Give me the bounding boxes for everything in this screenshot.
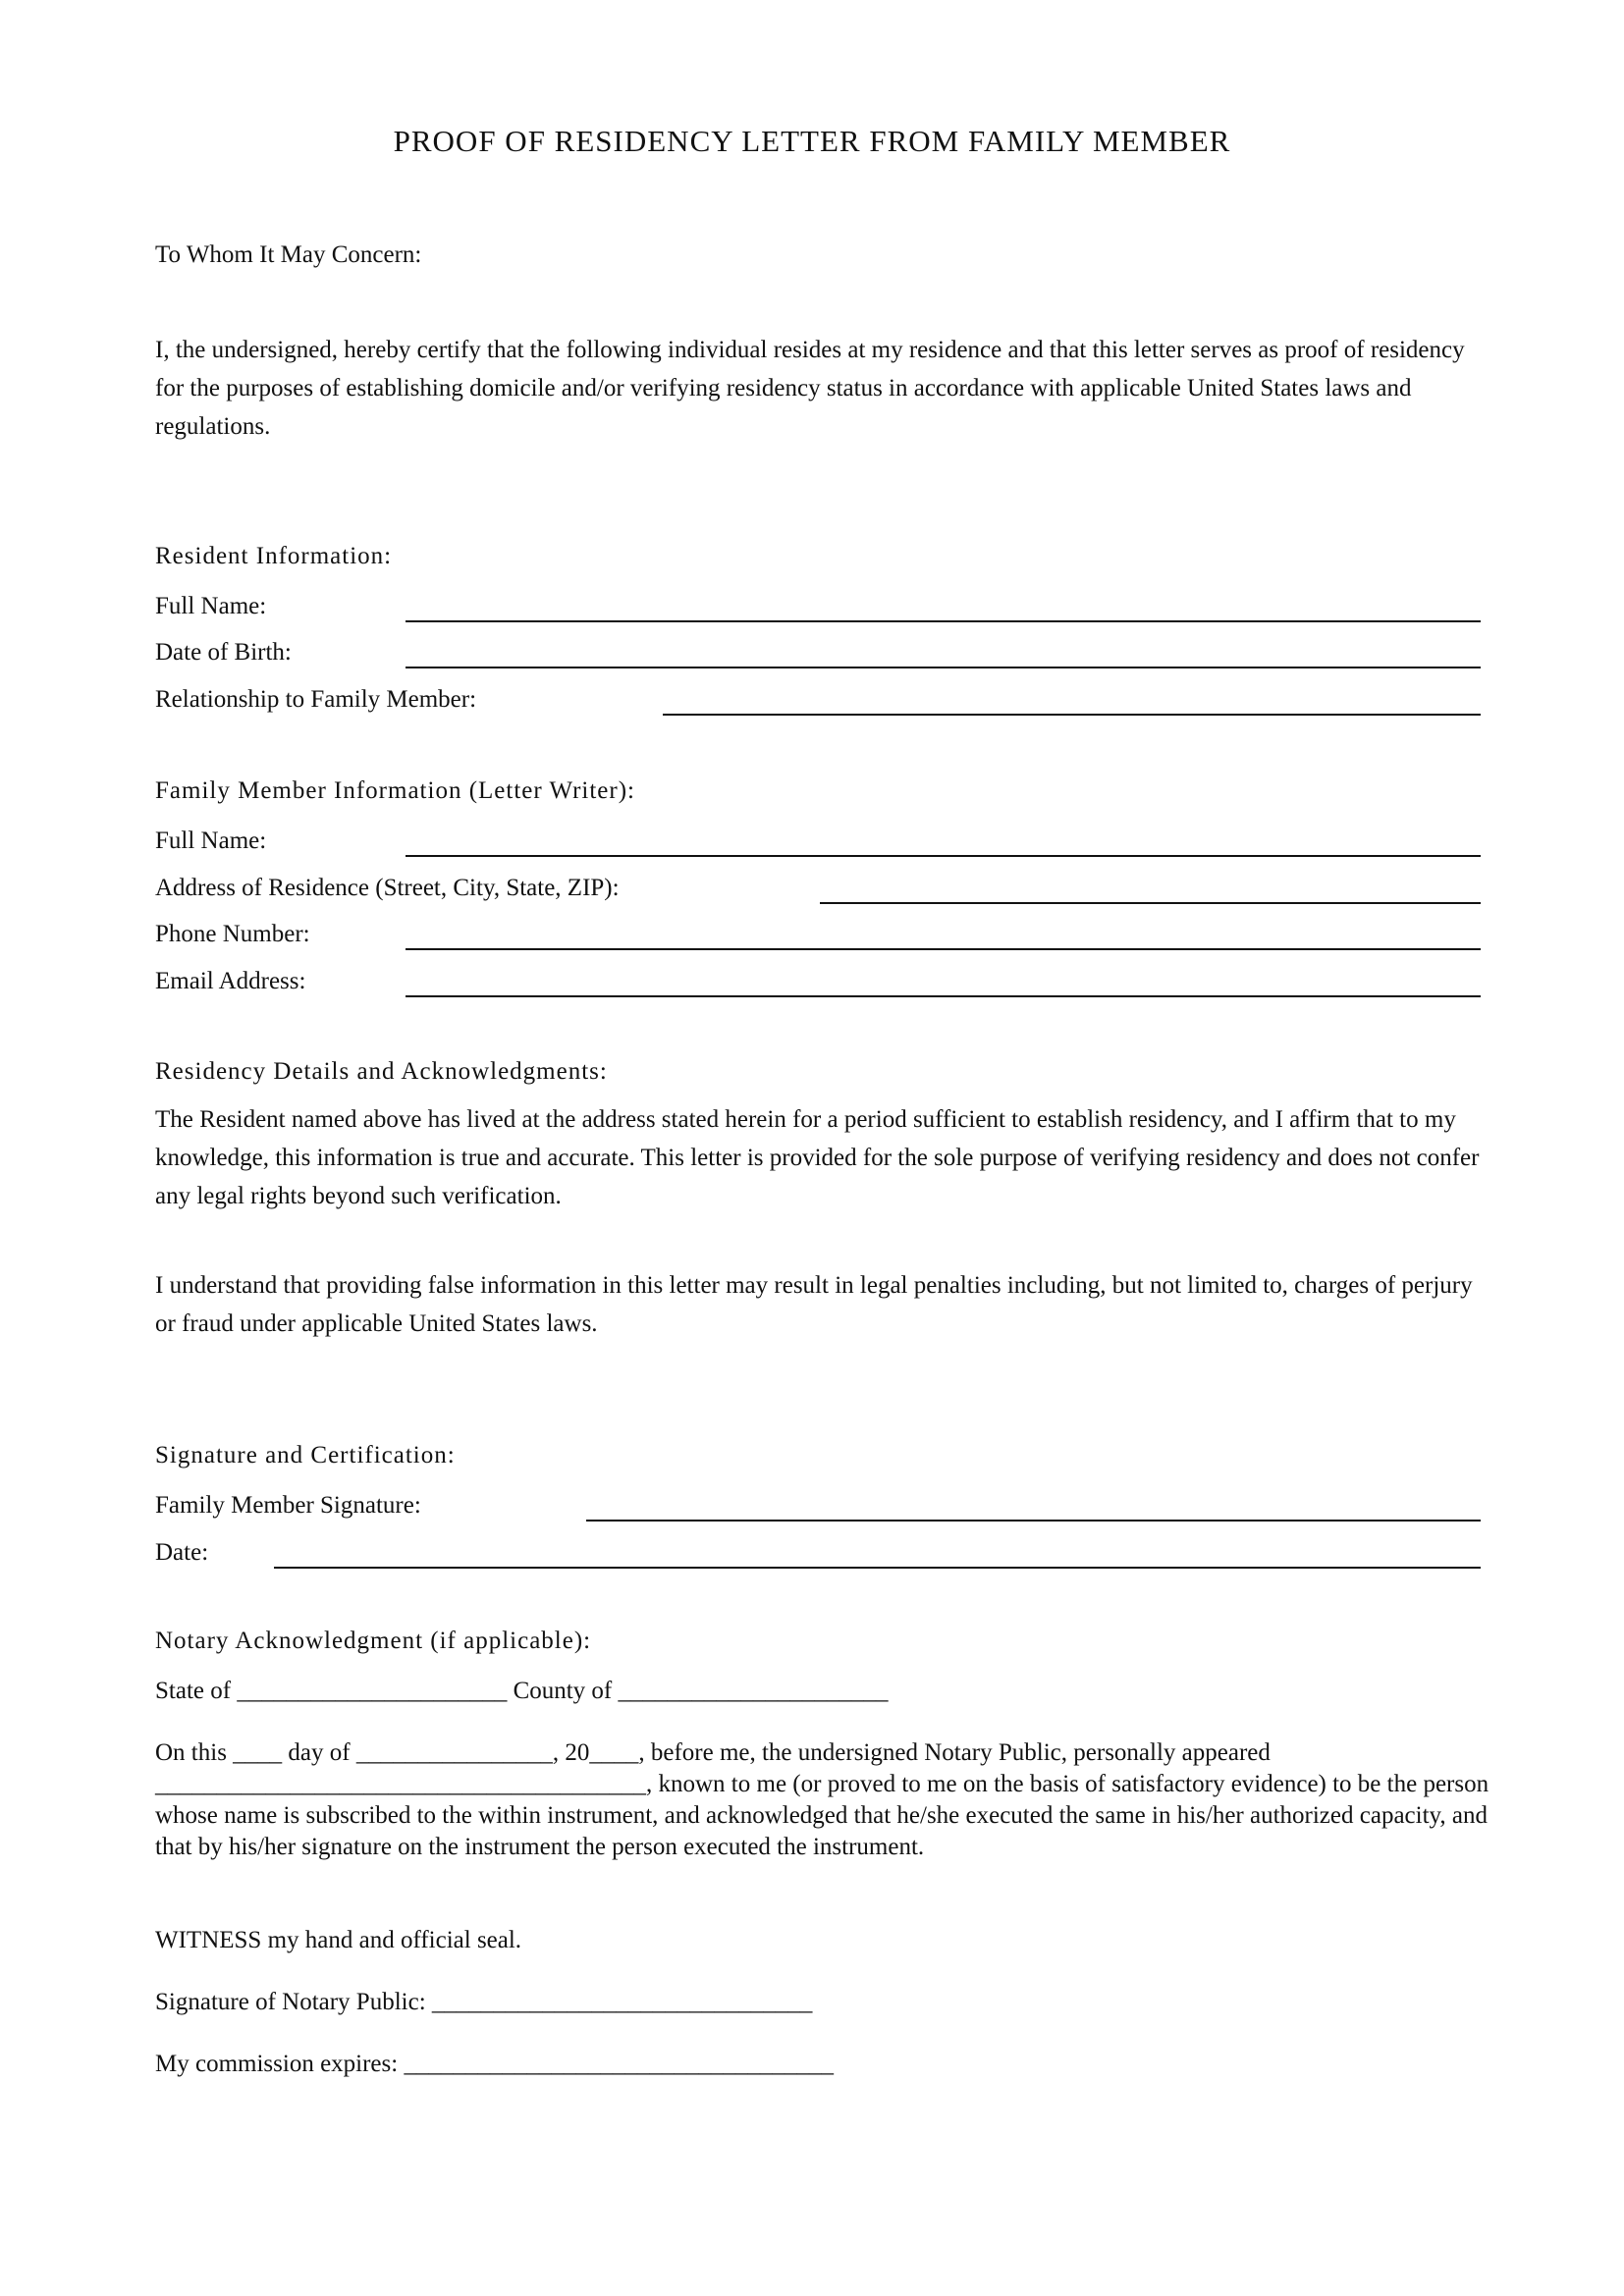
notary-signature-line[interactable]: Signature of Notary Public: _______________________________ xyxy=(155,1989,813,2015)
notary-commission-line[interactable]: My commission expires: ___________________________________ xyxy=(155,2051,834,2077)
family-email-field[interactable] xyxy=(406,995,1481,997)
resident-relationship-field[interactable] xyxy=(663,714,1481,716)
resident-full-name-label: Full Name: xyxy=(155,593,267,619)
signature-date-label: Date: xyxy=(155,1539,209,1566)
notary-acknowledgment-paragraph: On this ____ day of ________________, 20____, before me, the undersigned Notary Public, personally appeared ________________________________________, known to me (or proved to me on the basis of satisfactory evidence) to be the person whose name is subscribed to the within instrument, and acknowledged that he/she executed the same in his/her authorized capacity, and that by his/her signature on the instrument the person executed the instrument. xyxy=(155,1739,1489,1860)
penalty-paragraph: I understand that providing false information in this letter may result in legal penalties including, but not limited to, charges of perjury or fraud under applicable United States laws. xyxy=(155,1272,1473,1337)
family-address-field[interactable] xyxy=(820,902,1481,904)
family-full-name-field[interactable] xyxy=(406,855,1481,857)
resident-full-name-field[interactable] xyxy=(406,620,1481,622)
resident-relationship-label: Relationship to Family Member: xyxy=(155,686,477,713)
residency-paragraph: The Resident named above has lived at the address stated herein for a period sufficient to establish residency, and I affirm that to my knowledge, this information is true and accurate. This letter is provided for the sole purpose of verifying residency and does not confer any legal rights beyond such verification. xyxy=(155,1106,1480,1209)
resident-dob-label: Date of Birth: xyxy=(155,639,292,666)
family-email-label: Email Address: xyxy=(155,968,306,994)
resident-section-heading: Resident Information: xyxy=(155,543,393,569)
family-full-name-label: Full Name: xyxy=(155,828,267,854)
signature-date-field[interactable] xyxy=(274,1567,1481,1569)
notary-section-heading: Notary Acknowledgment (if applicable): xyxy=(155,1628,592,1654)
family-member-section-heading: Family Member Information (Letter Writer): xyxy=(155,777,635,804)
resident-dob-field[interactable] xyxy=(406,667,1481,668)
family-signature-label: Family Member Signature: xyxy=(155,1492,421,1519)
page-title: PROOF OF RESIDENCY LETTER FROM FAMILY MEMBER xyxy=(393,124,1231,158)
family-phone-field[interactable] xyxy=(406,948,1481,950)
signature-section-heading: Signature and Certification: xyxy=(155,1442,456,1468)
residency-section-heading: Residency Details and Acknowledgments: xyxy=(155,1058,608,1085)
family-phone-label: Phone Number: xyxy=(155,921,310,947)
notary-witness-line: WITNESS my hand and official seal. xyxy=(155,1927,522,1953)
family-signature-field[interactable] xyxy=(586,1520,1481,1522)
salutation: To Whom It May Concern: xyxy=(155,241,422,268)
family-address-label: Address of Residence (Street, City, State, ZIP): xyxy=(155,875,620,901)
intro-paragraph: I, the undersigned, hereby certify that the following individual resides at my residence and that this letter serves as proof of residency for the purposes of establishing domicile and/or verifying residency status in accordance with applicable United States laws and regulations. xyxy=(155,337,1465,440)
notary-state-county-line[interactable]: State of ______________________ County of ______________________ xyxy=(155,1678,889,1704)
